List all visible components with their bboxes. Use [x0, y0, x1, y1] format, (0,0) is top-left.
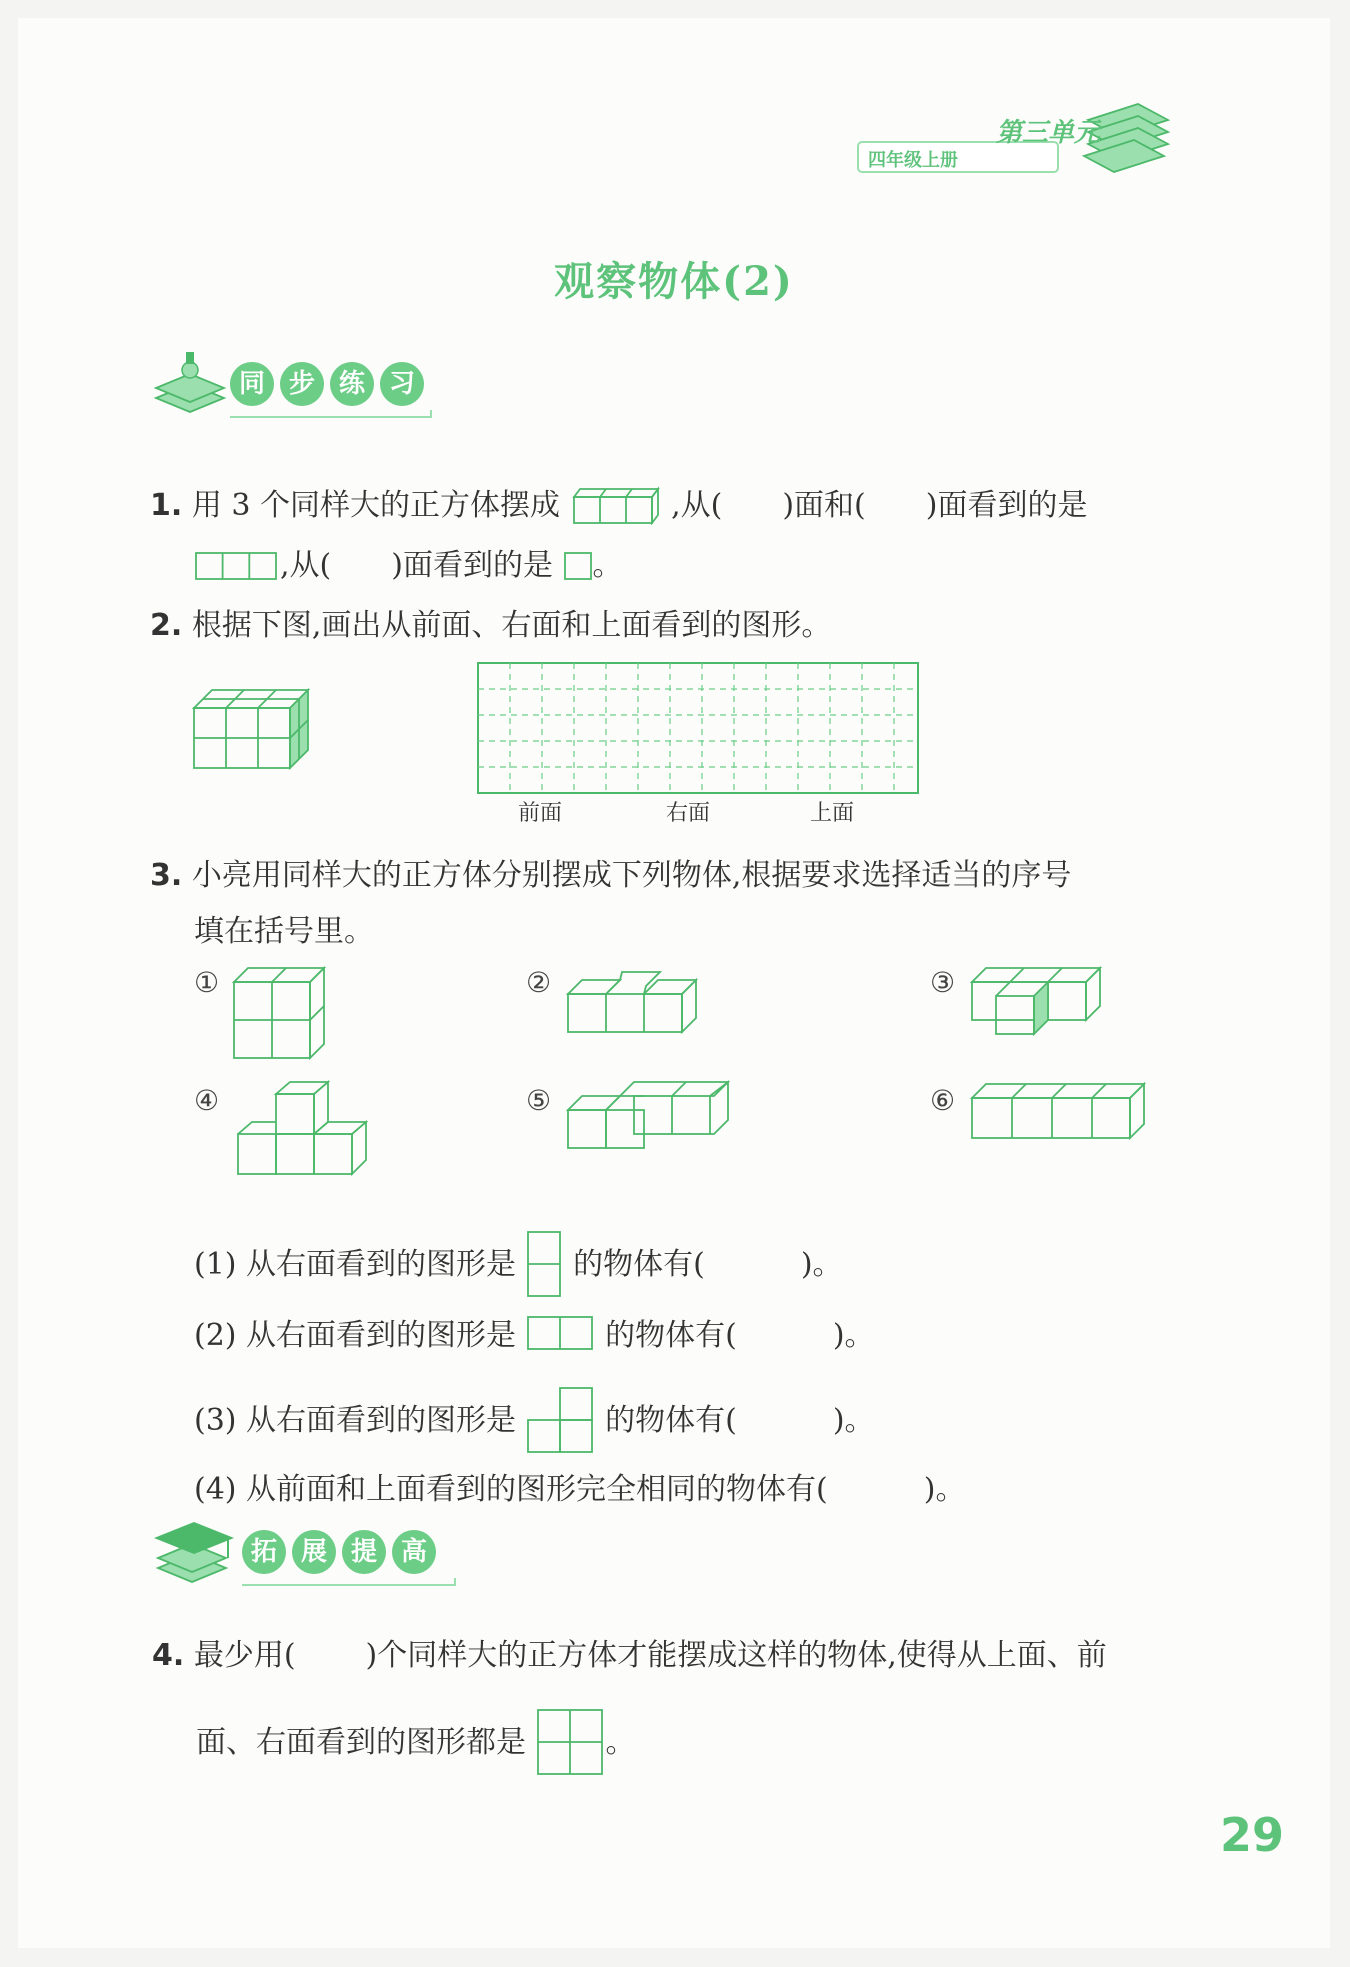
question-number: 2.	[150, 608, 183, 643]
q3-sub4	[194, 1464, 965, 1508]
grid-label-right: 右面	[666, 801, 711, 826]
q4-line2	[196, 1708, 636, 1778]
section-underline	[242, 1578, 456, 1586]
q1-text: )面和(	[782, 488, 866, 523]
q4-text: 最少用(	[193, 1638, 296, 1673]
two-square-column-figure	[526, 1230, 564, 1300]
unit-label: 第三单元	[996, 118, 1101, 148]
section-char: 高	[392, 1530, 436, 1574]
workbook-page	[18, 18, 1330, 1948]
graduation-cap-icon	[148, 1512, 244, 1592]
grid-label-front: 前面	[518, 801, 563, 826]
q3-sub-text: (4) 从前面和上面看到的图形完全相同的物体有(	[194, 1472, 828, 1507]
q3-sub1	[194, 1230, 843, 1300]
section-underline	[230, 410, 432, 418]
single-square-figure	[563, 551, 593, 581]
figure-1-2x2-cubes	[230, 964, 330, 1064]
figure-5-cubes	[564, 1080, 744, 1160]
q4-text: 面、右面看到的图形都是	[196, 1725, 526, 1760]
q2-text: 根据下图,画出从前面、右面和上面看到的图形。	[191, 608, 832, 643]
q1-text: )面看到的是	[925, 488, 1088, 523]
q3-line1	[150, 850, 1071, 894]
q3-sub-text: )。	[832, 1318, 875, 1353]
q1-line2	[194, 540, 623, 584]
question-number: 3.	[150, 858, 183, 893]
section-char: 练	[330, 362, 374, 406]
figure-marker: ⑤	[526, 1084, 552, 1117]
three-cube-row-figure	[570, 485, 662, 525]
three-square-row-figure	[194, 551, 280, 581]
q3-sub-text: )。	[923, 1472, 966, 1507]
l-shape-three-square-figure	[526, 1386, 596, 1456]
q3-sub-text: (1) 从右面看到的图形是	[194, 1247, 517, 1282]
q3-sub-text: 的物体有(	[605, 1318, 737, 1353]
grade-label: 四年级上册	[868, 150, 958, 171]
question-number: 1.	[150, 488, 183, 523]
q3-sub-text: (2) 从右面看到的图形是	[194, 1318, 517, 1353]
header-badge	[848, 90, 1178, 180]
figure-marker: ①	[194, 966, 220, 999]
figure-marker: ⑥	[930, 1084, 956, 1117]
question-number: 4.	[152, 1638, 185, 1673]
figure-2-cubes	[564, 968, 714, 1038]
figure-6-cubes	[968, 1080, 1158, 1150]
book-stack-icon	[148, 348, 238, 428]
q1-text: ,从(	[671, 488, 723, 523]
q3-sub2	[194, 1310, 875, 1354]
q3-text: 小亮用同样大的正方体分别摆成下列物体,根据要求选择适当的序号	[191, 858, 1072, 893]
q3-sub3	[194, 1386, 875, 1456]
section-extension	[148, 1512, 468, 1592]
q3-sub-text: )。	[832, 1403, 875, 1438]
q4-text: )个同样大的正方体才能摆成这样的物体,使得从上面、前	[365, 1638, 1107, 1673]
q4-line1	[152, 1630, 1107, 1674]
grid-label-top: 上面	[810, 801, 855, 826]
section-char: 同	[230, 362, 274, 406]
q2-line	[150, 600, 831, 644]
page-number: 29	[1220, 1808, 1285, 1862]
q3-sub-text: 的物体有(	[573, 1247, 705, 1282]
section-sync-practice	[148, 348, 448, 428]
q1-text: )面看到的是	[391, 548, 553, 583]
two-square-row-figure	[526, 1315, 596, 1353]
page-title: 观察物体(2)	[554, 258, 794, 305]
section-char: 提	[342, 1530, 386, 1574]
section-label	[242, 1530, 442, 1574]
figure-3-cubes	[968, 964, 1118, 1044]
q1-text: 。	[592, 548, 623, 583]
q1-text: 用 3 个同样大的正方体摆成	[191, 488, 560, 523]
figure-4-cubes	[230, 1080, 370, 1200]
section-char: 步	[280, 362, 324, 406]
section-char: 展	[292, 1530, 336, 1574]
figure-marker: ②	[526, 966, 552, 999]
q3-line2: 填在括号里。	[194, 914, 374, 949]
q1-line1	[150, 480, 1087, 525]
q3-sub-text: 的物体有(	[605, 1403, 737, 1438]
q3-sub-text: )。	[800, 1247, 843, 1282]
figure-marker: ③	[930, 966, 956, 999]
drawing-grid[interactable]	[458, 643, 938, 803]
section-char: 拓	[242, 1530, 286, 1574]
two-by-two-square-figure	[536, 1708, 606, 1778]
cuboid-3x2x2-figure	[188, 678, 318, 778]
section-label	[230, 362, 430, 406]
section-char: 习	[380, 362, 424, 406]
q4-text: 。	[605, 1725, 636, 1760]
q3-sub-text: (3) 从右面看到的图形是	[194, 1403, 517, 1438]
q1-text: ,从(	[280, 548, 332, 583]
figure-marker: ④	[194, 1084, 220, 1117]
